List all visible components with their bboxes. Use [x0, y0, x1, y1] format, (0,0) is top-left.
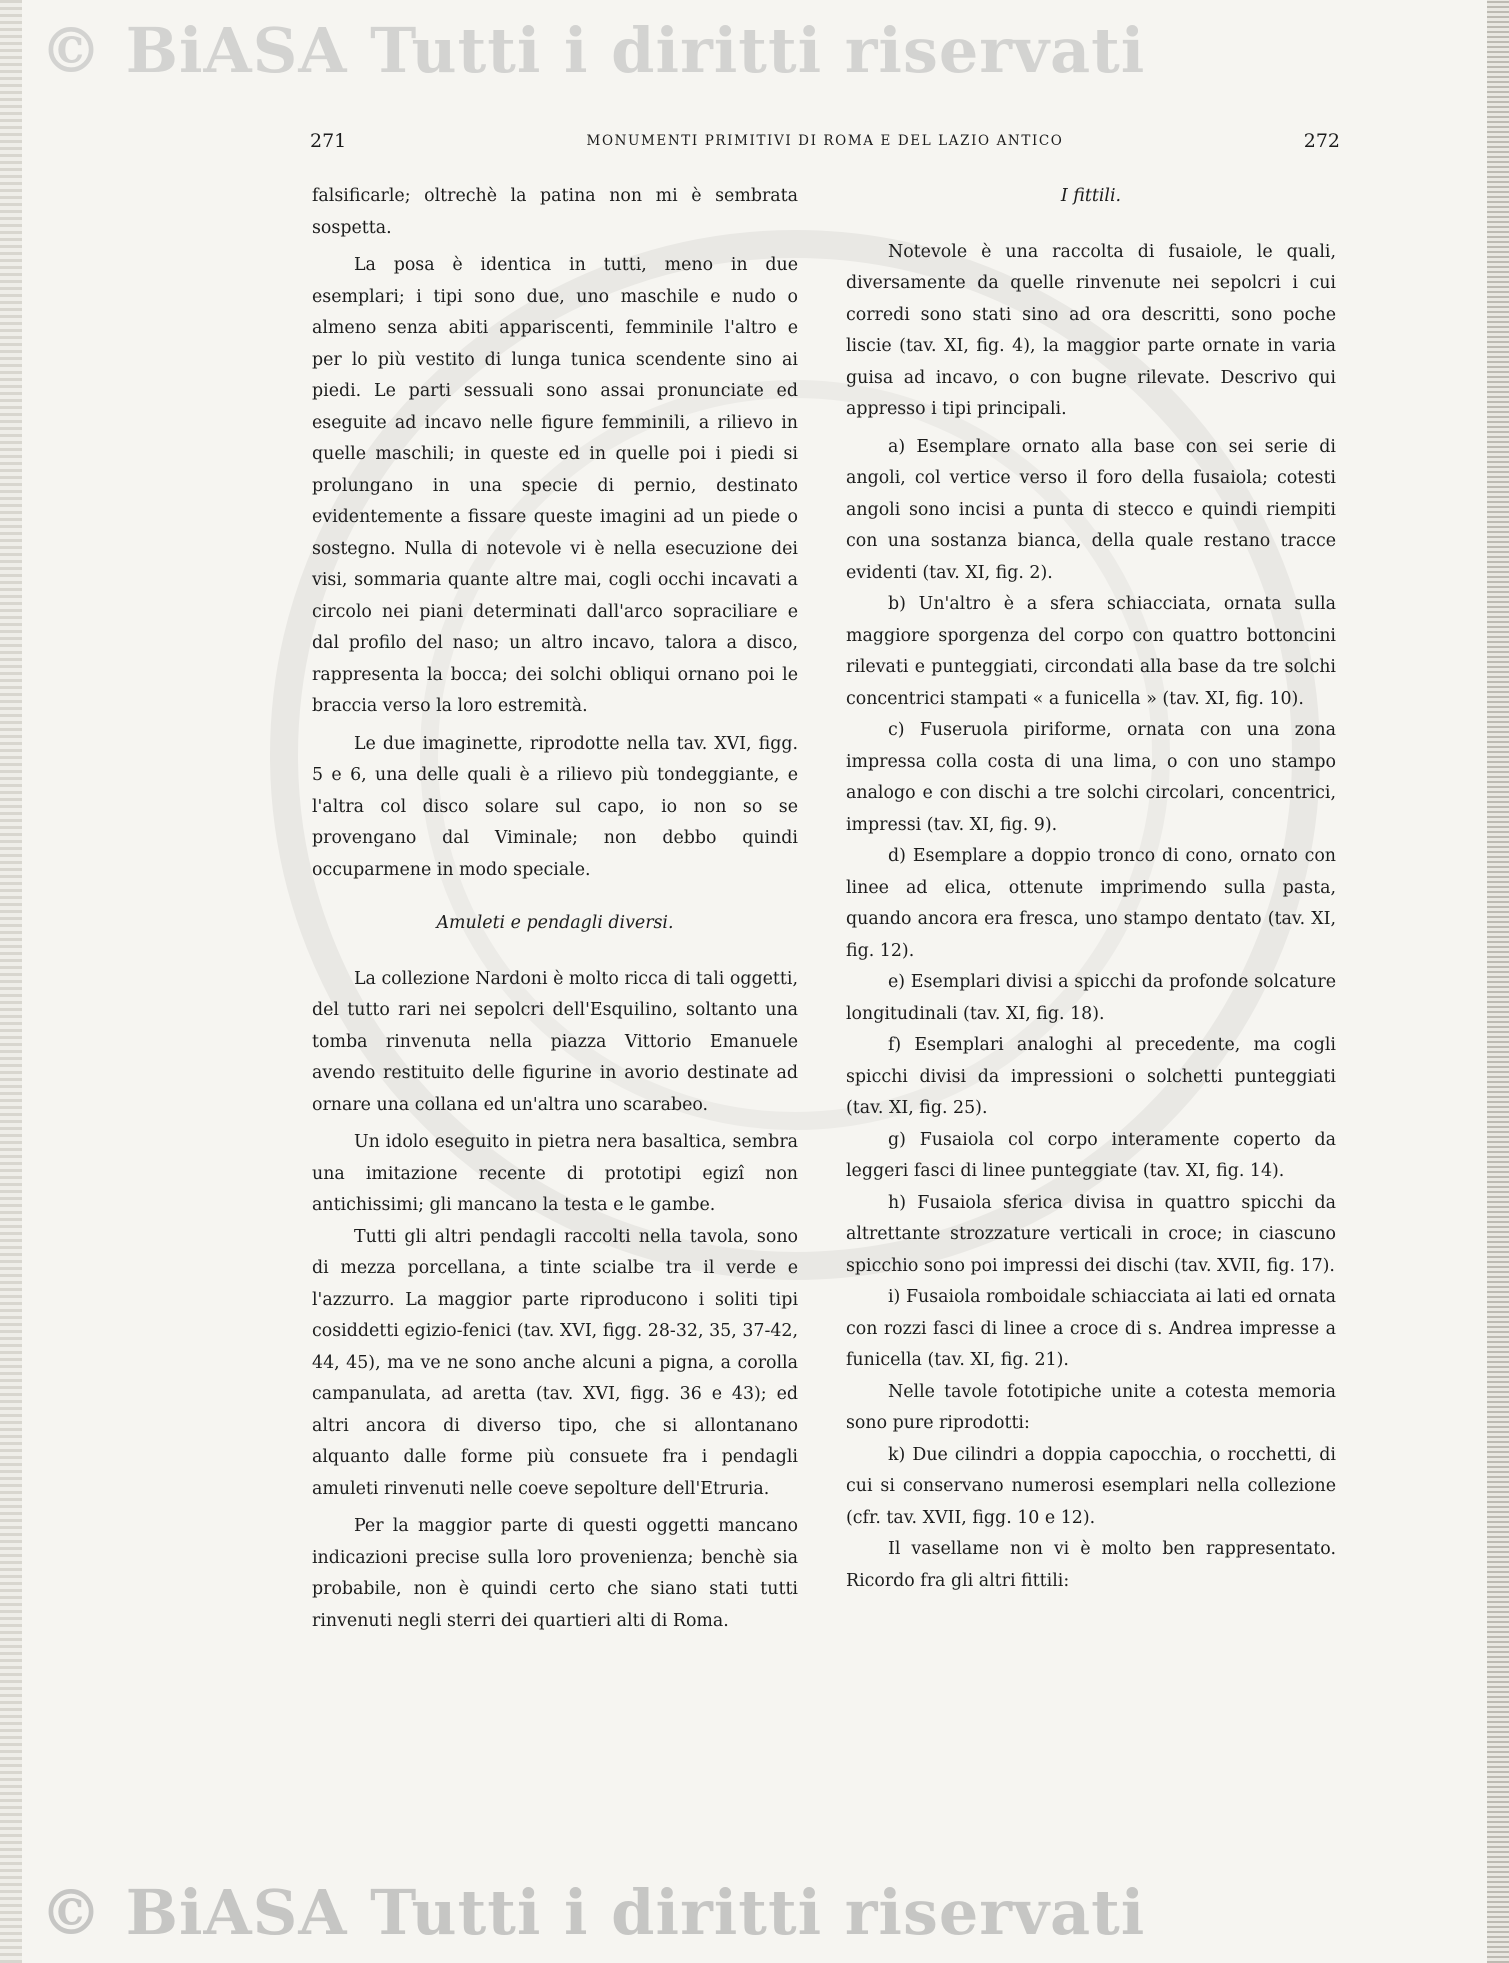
paragraph: falsificarle; oltrechè la patina non mi è sembrata sospetta.	[312, 186, 798, 238]
right-column	[846, 181, 1336, 1597]
scan-left-edge	[0, 0, 22, 1963]
watermark-bottom: © BiASA Tutti i diritti riservati	[40, 1876, 1146, 1949]
paragraph: La collezione Nardoni è molto ricca di tali oggetti, del tutto rari nei sepolcri dell'Esquilino, soltanto una tomba rinvenuta nella piazza Vittorio Emanuele avendo restituito delle figurine in avorio destinate ad ornare una collana ed un'altra uno scarabeo.	[312, 968, 798, 1115]
paragraph: Nelle tavole fototipiche unite a cotesta memoria sono pure riprodotti:	[846, 1381, 1336, 1433]
section-heading: Amuleti e pendagli diversi.	[436, 913, 674, 933]
paragraph: Un idolo eseguito in pietra nera basaltica, sembra una imitazione recente di prototipi egizî non antichissimi; gli mancano la testa e le gambe.	[312, 1132, 798, 1215]
paragraph: Il vasellame non vi è molto ben rappresentato. Ricordo fra gli altri fittili:	[846, 1539, 1336, 1591]
list-item: f) Esemplari analoghi al precedente, ma cogli spicchi divisi da impressioni o solchetti punteggiati (tav. XI, fig. 25).	[846, 1035, 1336, 1118]
paragraph: Per la maggior parte di questi oggetti mancano indicazioni precise sulla loro provenienza; benchè sia probabile, non è quindi certo che siano stati tutti rinvenuti negli sterri dei quartieri alti di Roma.	[312, 1516, 798, 1631]
list-item: k) Due cilindri a doppia capocchia, o rocchetti, di cui si conservano numerosi esemplari nella collezione (cfr. tav. XVII, figg. 10 e 12).	[846, 1444, 1336, 1528]
watermark-top: © BiASA Tutti i diritti riservati	[40, 14, 1146, 87]
running-title: MONUMENTI PRIMITIVI DI ROMA E DEL LAZIO ANTICO	[586, 133, 1064, 149]
paragraph: Le due imaginette, riprodotte nella tav. XVI, figg. 5 e 6, una delle quali è a rilievo più tondeggiante, e l'altra col disco solare sul capo, io non so se provengano dal Viminale; non debbo quindi occuparmene in modo speciale.	[312, 733, 798, 880]
list-item: d) Esemplare a doppio tronco di cono, ornato con linee ad elica, ottenute imprimendo sulla pasta, quando ancora era fresca, uno stampo dentato (tav. XI, fig. 12).	[846, 846, 1336, 961]
list-item: g) Fusaiola col corpo interamente coperto da leggeri fasci di linee punteggiate (tav. XI, fig. 14).	[846, 1129, 1336, 1181]
left-page-number: 271	[310, 130, 347, 152]
list-item: h) Fusaiola sferica divisa in quattro spicchi da altrettante strozzature verticali in croce; in ciascuno spicchio sono poi impressi dei dischi (tav. XVII, fig. 17).	[846, 1192, 1336, 1276]
left-column	[312, 181, 798, 1637]
list-item: b) Un'altro è a sfera schiacciata, ornata sulla maggiore sporgenza del corpo con quattro bottoncini rilevati e punteggiati, circondati alla base da tre solchi concentrici stampati « a funicella » (tav. XI, fig. 10).	[846, 594, 1336, 709]
list-item: i) Fusaiola romboidale schiacciata ai lati ed ornata con rozzi fasci di linee a croce di s. Andrea impresse a funicella (tav. XI, fig. 21).	[846, 1287, 1336, 1370]
list-item: a) Esemplare ornato alla base con sei serie di angoli, col vertice verso il foro della fusaiola; cotesti angoli sono incisi a punta di stecco e quindi riempiti con una sostanza bianca, della quale restano tracce evidenti (tav. XI, fig. 2).	[846, 436, 1336, 583]
list-item: e) Esemplari divisi a spicchi da profonde solcature longitudinali (tav. XI, fig. 18).	[846, 972, 1336, 1024]
page-header	[310, 130, 1340, 160]
list-item: c) Fuseruola piriforme, ornata con una zona impressa colla costa di una lima, o con uno stampo analogo e con dischi a tre solchi circolari, concentrici, impressi (tav. XI, fig. 9).	[846, 720, 1336, 835]
section-heading: I fittili.	[1060, 186, 1122, 206]
paragraph: Tutti gli altri pendagli raccolti nella tavola, sono di mezza porcellana, a tinte scialbe tra il verde e l'azzurro. La maggior parte riproducono i soliti tipi cosiddetti egizio-fenici (tav. XVI, figg. 28-32, 35, 37-42, 44, 45), ma ve ne sono anche alcuni a pigna, a corolla campanulata, ad aretta (tav. XVI, figg. 36 e 43); ed altri ancora di diverso tipo, che si allontanano alquanto dalle forme più consuete fra i pendagli amuleti rinvenuti nelle coeve sepolture dell'Etruria.	[312, 1226, 798, 1499]
paragraph: La posa è identica in tutti, meno in due esemplari; i tipi sono due, uno maschile e nudo o almeno senza abiti appariscenti, femminile l'altro e per lo più vestito di lunga tunica scendente sino ai piedi. Le parti sessuali sono assai pronunciate ed eseguite ad incavo nelle figure femminili, a rilievo in quelle maschili; in queste ed in quelle poi i piedi si prolungano in una specie di pernio, destinato evidentemente a fissare queste imagini ad un piede o sostegno. Nulla di notevole vi è nella esecuzione dei visi, sommaria quante altre mai, cogli occhi incavati a circolo nei piani determinati dall'arco sopraciliare e dal profilo del naso; un altro incavo, talora a disco, rappresenta la bocca; dei solchi obliqui ornano poi le braccia verso la loro estremità.	[312, 255, 798, 716]
scan-right-edge	[1487, 0, 1509, 1963]
right-page-number: 272	[1303, 130, 1340, 152]
paragraph: Notevole è una raccolta di fusaiole, le quali, diversamente da quelle rinvenute nei sepolcri i cui corredi sono stati sino ad ora descritti, sono poche liscie (tav. XI, fig. 4), la maggior parte ornate in varia guisa ad incavo, o con bugne rilevate. Descrivo qui appresso i tipi principali.	[846, 241, 1336, 419]
